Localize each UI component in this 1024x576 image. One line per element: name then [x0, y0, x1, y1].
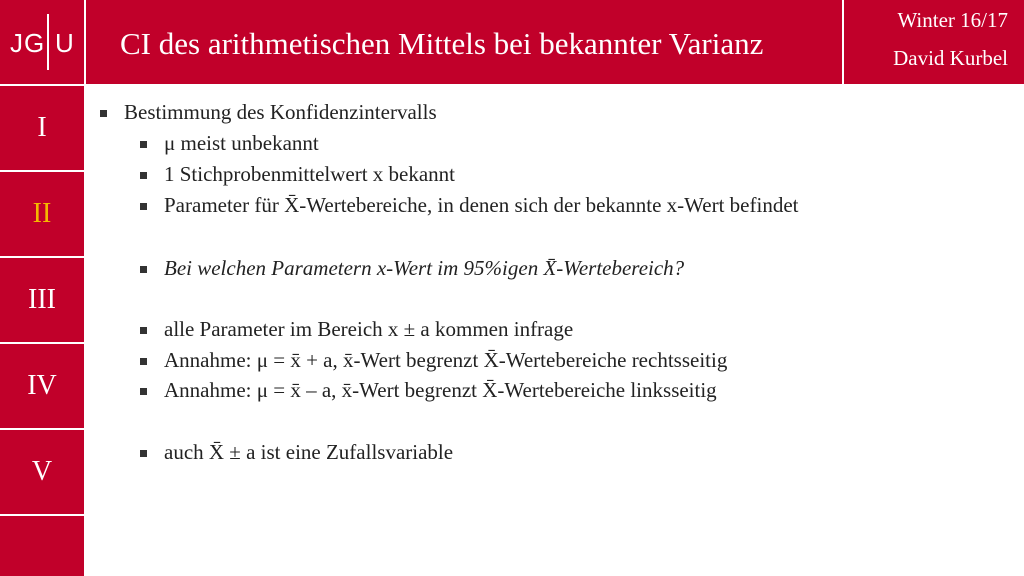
nav-item-5[interactable]	[0, 430, 84, 514]
nav-filler	[0, 516, 84, 576]
square-bullet-icon	[140, 450, 147, 457]
nav-item-label: I	[37, 112, 47, 143]
page-title: CI des arithmetischen Mittels bei bekannter Varianz	[120, 26, 764, 61]
bullet-text: 1 Stichprobenmittelwert x bekannt	[164, 162, 456, 186]
author-label: David Kurbel	[893, 46, 1008, 70]
square-bullet-icon	[140, 203, 147, 210]
square-bullet-icon	[140, 266, 147, 273]
bullet-text: Annahme: μ = x̄ + a, x̄-Wert begrenzt X̄-Wertebereiche rechtsseitig	[164, 348, 728, 372]
nav-item-4[interactable]	[0, 344, 84, 428]
bullet-text: Parameter für X̄-Wertebereiche, in denen sich der bekannte x-Wert befindet	[164, 193, 799, 217]
nav-item-label: II	[32, 198, 52, 229]
nav-item-3[interactable]	[0, 258, 84, 342]
nav-item-1[interactable]	[0, 86, 84, 170]
square-bullet-icon	[140, 172, 147, 179]
bullet-text: Annahme: μ = x̄ – a, x̄-Wert begrenzt X̄-Wertebereiche linksseitig	[164, 378, 717, 402]
section-nav	[0, 86, 84, 576]
bullet-text: auch X̄ ± a ist eine Zufallsvariable	[164, 440, 454, 464]
square-bullet-icon	[100, 110, 107, 117]
logo-divider	[47, 14, 49, 70]
nav-item-label: IV	[27, 370, 57, 401]
bullet-text: Bei welchen Parametern x-Wert im 95%igen X̄-Wertebereich?	[164, 256, 685, 280]
nav-item-label: III	[28, 284, 56, 315]
square-bullet-icon	[140, 358, 147, 365]
square-bullet-icon	[140, 327, 147, 334]
bullet-text: Bestimmung des Konfidenzintervalls	[124, 100, 437, 124]
logo-text-u: U	[55, 28, 74, 58]
nav-item-label: V	[31, 456, 53, 487]
square-bullet-icon	[140, 141, 147, 148]
bullet-text: μ meist unbekannt	[164, 131, 319, 155]
square-bullet-icon	[140, 388, 147, 395]
bullet-text: alle Parameter im Bereich x ± a kommen infrage	[164, 317, 574, 341]
nav-item-2[interactable]	[0, 172, 84, 256]
logo-text-jg: JG	[10, 28, 46, 58]
term-label: Winter 16/17	[897, 8, 1008, 32]
title-bar	[86, 0, 842, 84]
university-logo	[0, 0, 84, 84]
meta-box	[844, 0, 1024, 84]
